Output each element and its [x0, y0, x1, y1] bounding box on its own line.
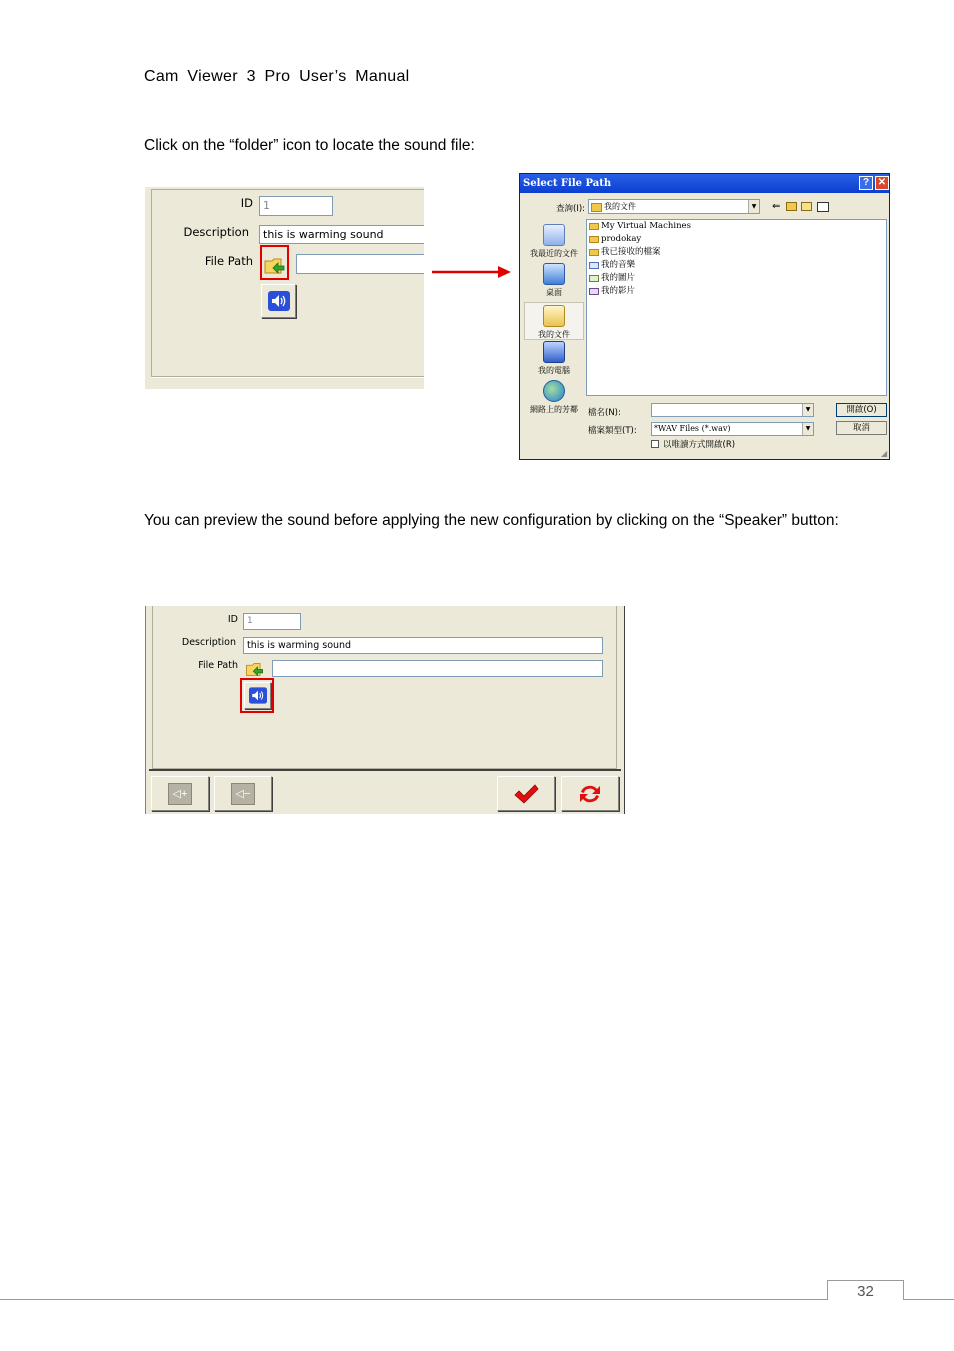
look-in-value: 我的文件	[604, 202, 636, 211]
speaker-icon	[268, 291, 290, 311]
place-desktop[interactable]	[524, 263, 584, 298]
place-my-documents[interactable]	[524, 302, 584, 340]
chevron-down-icon: ▼	[748, 200, 759, 213]
open-button[interactable]: 開啟(O)	[836, 403, 887, 417]
remove-sound-button[interactable]	[214, 776, 272, 811]
cancel-button[interactable]: 取消	[836, 421, 887, 435]
folder-icon	[589, 236, 599, 243]
chevron-down-icon: ▼	[802, 404, 813, 416]
list-item-label: prodokay	[601, 234, 642, 244]
remove-sound-icon: ◁−	[231, 783, 255, 805]
filetype-label: 檔案類型(T):	[588, 426, 637, 436]
add-sound-icon: ◁+	[168, 783, 192, 805]
id-field[interactable]: 1	[243, 613, 301, 630]
filename-label: 檔名(N):	[588, 408, 621, 418]
list-item-label: 我已接收的檔案	[601, 247, 661, 257]
list-item[interactable]	[587, 246, 886, 259]
folder-icon	[589, 223, 599, 230]
desktop-icon	[543, 263, 565, 285]
place-recent[interactable]	[524, 224, 584, 259]
speaker-icon	[249, 687, 267, 704]
refresh-button[interactable]	[561, 776, 619, 811]
back-icon[interactable]: ⇐	[772, 201, 781, 212]
speaker-button[interactable]	[244, 682, 271, 709]
chevron-down-icon: ▼	[802, 423, 813, 435]
look-in-label: 查詢(I):	[556, 204, 586, 214]
description-label: Description	[181, 637, 236, 648]
places-bar	[524, 198, 584, 413]
description-label: Description	[183, 225, 249, 239]
music-folder-icon	[589, 262, 599, 269]
instruction-paragraph-1: Click on the “folder” icon to locate the sound file:	[144, 137, 475, 154]
my-documents-icon	[543, 305, 565, 327]
id-field[interactable]: 1	[259, 196, 333, 216]
red-arrow	[432, 265, 512, 279]
place-my-computer[interactable]	[524, 341, 584, 376]
dialog-title: Select File Path	[520, 174, 889, 193]
computer-icon	[543, 341, 565, 363]
close-icon[interactable]: ✕	[875, 176, 889, 190]
readonly-checkbox[interactable]	[651, 440, 659, 448]
list-item-label: My Virtual Machines	[601, 221, 691, 231]
file-path-field[interactable]	[296, 254, 424, 274]
list-item-label: 我的影片	[601, 286, 636, 296]
form-groupbox	[152, 606, 617, 769]
apply-button[interactable]	[497, 776, 555, 811]
id-label: ID	[240, 196, 253, 210]
recent-documents-icon	[543, 224, 565, 246]
list-item[interactable]	[587, 285, 886, 298]
page-number: 32	[827, 1280, 904, 1300]
place-label: 桌面	[546, 288, 562, 297]
speaker-button[interactable]	[261, 284, 296, 318]
folder-icon[interactable]	[245, 661, 265, 678]
file-path-label: File Path	[198, 660, 238, 671]
file-path-field[interactable]	[272, 660, 603, 677]
list-item[interactable]	[587, 220, 886, 233]
list-item[interactable]	[587, 259, 886, 272]
form-groupbox	[151, 189, 424, 377]
list-item-label: 我的音樂	[601, 260, 636, 270]
file-list	[586, 219, 887, 396]
place-label: 我的電腦	[538, 366, 570, 375]
description-field[interactable]: this is warming sound	[259, 225, 424, 244]
form-screenshot-2	[145, 606, 625, 814]
up-folder-icon[interactable]	[786, 202, 797, 211]
look-in-select[interactable]	[588, 199, 760, 214]
description-field[interactable]: this is warming sound	[243, 637, 603, 654]
folder-icon	[589, 249, 599, 256]
id-label: ID	[227, 614, 238, 625]
checkmark-icon	[513, 783, 539, 805]
new-folder-icon[interactable]	[801, 202, 812, 211]
select-file-dialog	[519, 173, 890, 460]
readonly-label: 以唯讀方式開啟(R)	[663, 440, 736, 450]
place-label: 網路上的芳鄰	[530, 405, 578, 414]
form-screenshot-1	[145, 187, 424, 389]
filename-input[interactable]	[651, 403, 814, 417]
help-icon[interactable]: ?	[859, 176, 873, 190]
filetype-select[interactable]	[651, 422, 814, 436]
footer-rule	[0, 1299, 954, 1300]
network-globe-icon	[543, 380, 565, 402]
add-sound-button[interactable]	[151, 776, 209, 811]
list-item[interactable]	[587, 233, 886, 246]
view-menu-icon[interactable]	[817, 202, 829, 212]
refresh-icon	[577, 782, 603, 806]
instruction-paragraph-2: You can preview the sound before applying the new configuration by clicking on the “Speaker” button:	[144, 512, 839, 529]
document-header: Cam Viewer 3 Pro User’s Manual	[144, 68, 410, 85]
resize-grip-icon[interactable]: ◢	[881, 449, 888, 458]
folder-icon	[591, 203, 602, 212]
place-network[interactable]	[524, 380, 584, 415]
folder-icon[interactable]	[264, 256, 286, 276]
pictures-folder-icon	[589, 275, 599, 282]
videos-folder-icon	[589, 288, 599, 295]
filetype-value: *WAV Files (*.wav)	[654, 424, 731, 433]
list-item[interactable]	[587, 272, 886, 285]
place-label: 我的文件	[538, 330, 570, 339]
place-label: 我最近的文件	[530, 249, 578, 258]
file-path-label: File Path	[204, 254, 253, 268]
list-item-label: 我的圖片	[601, 273, 636, 283]
